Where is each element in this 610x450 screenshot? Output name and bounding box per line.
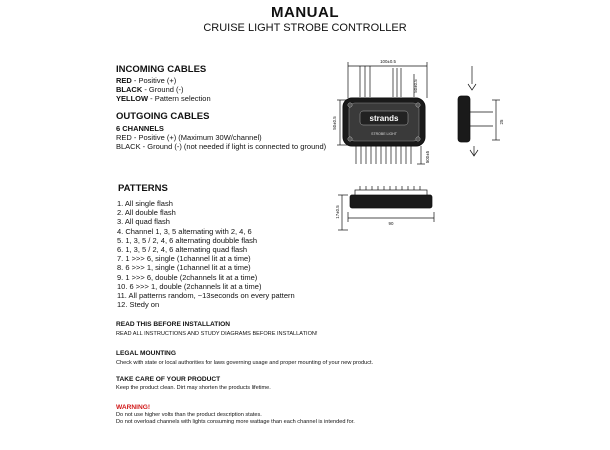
pattern-item: 6. 1, 3, 5 / 2, 4, 6 alternating quad flash xyxy=(117,245,248,255)
pattern-item: 12. Stedy on xyxy=(117,300,160,310)
pattern-item: 7. 1 >>> 6, single (1channel lit at a time) xyxy=(117,254,251,264)
care-heading: TAKE CARE OF YOUR PRODUCT xyxy=(116,376,221,383)
pattern-item: 11. All patterns random, ~13seconds on every pattern xyxy=(117,291,295,301)
legal-text: Check with state or local authorities for laws governing usage and proper mounting of your new product. xyxy=(116,360,374,366)
pattern-item: 9. 1 >>> 6, double (2channels lit at a time) xyxy=(117,272,258,282)
manual-title: MANUAL xyxy=(271,4,339,21)
pattern-item: 10. 6 >>> 1, double (2channels lit at a time) xyxy=(117,281,262,291)
dim-bottom-right: 500±5 xyxy=(425,150,430,164)
read-heading: READ THIS BEFORE INSTALLATION xyxy=(116,321,231,328)
legal-heading: LEGAL MOUNTING xyxy=(116,350,176,357)
incoming-line-red: RED - Positive (+) xyxy=(116,76,177,85)
warning-line: Do not overload channels with lights consuming more wattage than each channel is intended for. xyxy=(116,419,355,425)
outgoing-line-red: RED - Positive (+) (Maximum 30W/channel) xyxy=(116,133,262,143)
incoming-heading: INCOMING CABLES xyxy=(116,64,207,75)
warning-heading: WARNING! xyxy=(116,404,151,411)
dim-bottom-width: 90 xyxy=(388,221,394,226)
incoming-list xyxy=(116,76,211,104)
manual-subtitle: CRUISE LIGHT STROBE CONTROLLER xyxy=(203,22,407,34)
brand-sub: STROBE LIGHT xyxy=(371,132,397,136)
patterns-heading: PATTERNS xyxy=(118,183,168,194)
incoming-line-yellow: YELLOW - Pattern selection xyxy=(116,94,211,104)
dim-side: 25 xyxy=(499,119,504,125)
pattern-item: 2. All double flash xyxy=(117,208,176,218)
outgoing-channels: 6 CHANNELS xyxy=(116,124,164,133)
outgoing-line-black: BLACK - Ground (-) (not needed if light is connected to ground) xyxy=(116,142,327,152)
outgoing-list xyxy=(116,124,326,152)
patterns-list xyxy=(117,199,295,309)
dim-top: 100±0.5 xyxy=(380,59,396,64)
pattern-item: 1. All single flash xyxy=(117,199,173,208)
incoming-line-black: BLACK - Ground (-) xyxy=(116,85,184,95)
bottom-wires xyxy=(356,146,425,164)
bottom-view xyxy=(338,186,434,230)
care-text: Keep the product clean. Dirt may shorten the products lifetime. xyxy=(116,385,271,391)
dim-left: 50±0.5 xyxy=(332,116,337,130)
brand-logo: strands xyxy=(369,114,399,123)
dim-top-right: 50±0.5 xyxy=(413,79,418,93)
read-text: READ ALL INSTRUCTIONS AND STUDY DIAGRAMS BEFORE INSTALLATION! xyxy=(116,331,318,337)
pattern-item: 5. 1, 3, 5 / 2, 4, 6 alternating doubble flash xyxy=(117,235,258,245)
side-view xyxy=(458,66,500,156)
top-wires xyxy=(360,66,401,97)
pattern-item: 3. All quad flash xyxy=(117,217,170,227)
pattern-item: 4. Channel 1, 3, 5 alternating with 2, 4, 6 xyxy=(117,226,252,236)
outgoing-heading: OUTGOING CABLES xyxy=(116,111,210,122)
pattern-item: 8. 6 >>> 1, single (1channel lit at a time) xyxy=(117,263,251,273)
warning-line: Do not use higher volts than the product description states. xyxy=(116,412,262,418)
warning-lines xyxy=(116,412,355,426)
technical-drawing xyxy=(320,55,520,240)
dim-bottom-height: 17±0.5 xyxy=(335,205,340,219)
controller-body xyxy=(343,98,425,146)
